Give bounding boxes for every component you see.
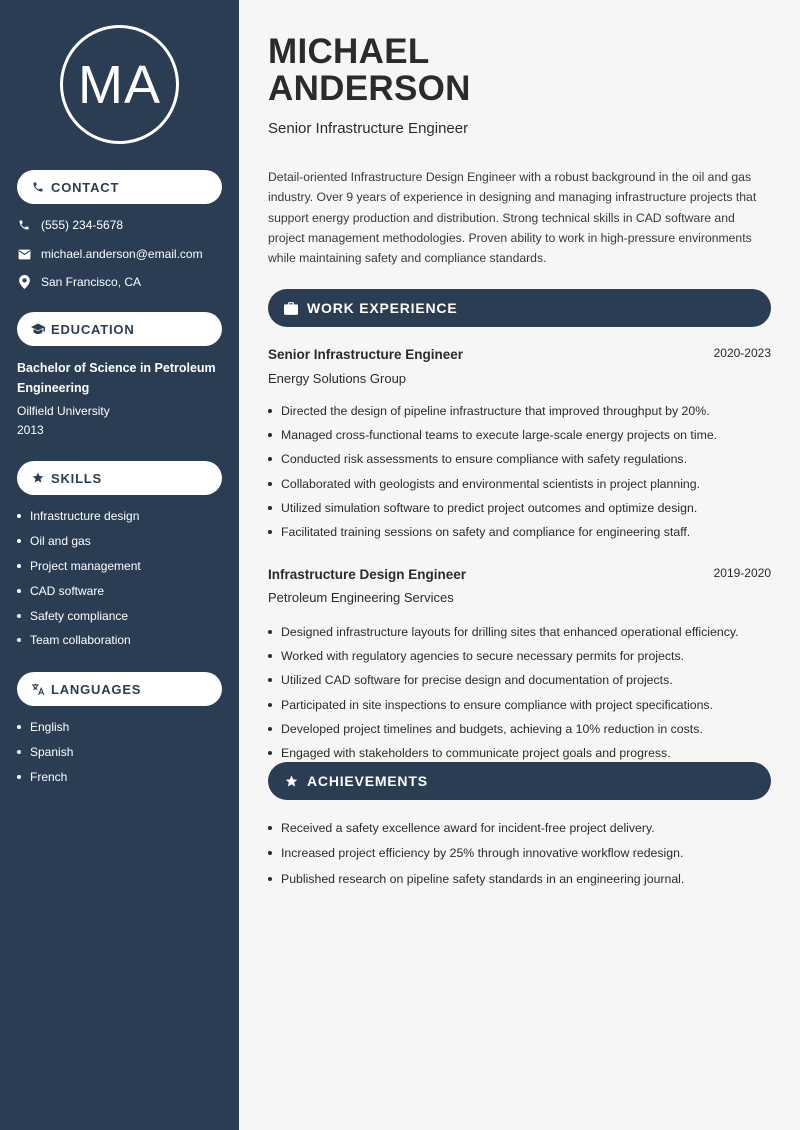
contact-location-text: San Francisco, CA — [41, 275, 142, 289]
avatar-initials: MA — [78, 54, 161, 115]
avatar — [60, 25, 179, 144]
skills-list — [17, 504, 141, 653]
star-icon — [284, 774, 298, 788]
star-icon — [31, 471, 45, 485]
achievements-list — [268, 815, 684, 892]
achievement-item: Received a safety excellence award for incident-free project delivery. — [268, 815, 684, 841]
skill-item: CAD software — [17, 578, 141, 603]
education-heading-label: EDUCATION — [51, 321, 135, 337]
contact-phone — [17, 218, 123, 232]
language-item: English — [17, 715, 73, 740]
job-bullet: Facilitated training sessions on safety and compliance for engineering staff. — [268, 520, 717, 544]
email-icon — [17, 247, 31, 261]
job-bullet: Managed cross-functional teams to execute large-scale energy projects on time. — [268, 423, 717, 447]
skill-item: Infrastructure design — [17, 504, 141, 529]
job-bullet: Utilized simulation software to predict project outcomes and optimize design. — [268, 496, 717, 520]
skill-item: Oil and gas — [17, 529, 141, 554]
job-1-bullets — [268, 399, 717, 544]
sidebar — [0, 0, 239, 1130]
job-title-headline: Senior Infrastructure Engineer — [268, 120, 469, 137]
achievement-item: Increased project efficiency by 25% through innovative workflow redesign. — [268, 841, 684, 867]
education-heading — [17, 312, 222, 346]
translate-icon — [31, 682, 45, 696]
skill-item: Team collaboration — [17, 628, 141, 653]
languages-list — [17, 715, 73, 789]
job-1-title: Senior Infrastructure Engineer — [268, 347, 464, 362]
work-experience-heading-label: WORK EXPERIENCE — [307, 300, 458, 316]
contact-phone-text: (555) 234-5678 — [41, 218, 124, 232]
job-bullet: Collaborated with geologists and environmental scientists in project planning. — [268, 472, 717, 496]
phone-icon — [31, 180, 45, 194]
languages-heading — [17, 672, 222, 706]
languages-heading-label: LANGUAGES — [51, 681, 142, 697]
achievement-item: Published research on pipeline safety standards in an engineering journal. — [268, 866, 684, 892]
skill-item: Project management — [17, 554, 141, 579]
language-item: Spanish — [17, 740, 73, 765]
job-bullet: Engaged with stakeholders to communicate project goals and progress. — [268, 741, 739, 765]
job-2-company: Petroleum Engineering Services — [268, 590, 454, 605]
work-experience-heading — [268, 289, 771, 327]
job-bullet: Utilized CAD software for precise design and documentation of projects. — [268, 668, 739, 692]
skills-heading — [17, 461, 222, 495]
graduation-cap-icon — [31, 322, 45, 336]
job-2-dates: 2019-2020 — [713, 566, 771, 580]
last-name: ANDERSON — [268, 69, 471, 108]
job-2-title: Infrastructure Design Engineer — [268, 567, 467, 582]
contact-email-text: michael.anderson@email.com — [41, 247, 203, 261]
job-bullet: Directed the design of pipeline infrastructure that improved throughput by 20%. — [268, 399, 717, 423]
education-school: Oilfield University — [17, 404, 110, 418]
job-1-company: Energy Solutions Group — [268, 371, 407, 386]
contact-heading-label: CONTACT — [51, 179, 120, 195]
contact-email — [17, 247, 203, 261]
phone-icon — [17, 218, 31, 232]
contact-heading — [17, 170, 222, 204]
full-name — [268, 33, 471, 107]
job-bullet: Participated in site inspections to ensure compliance with project specifications. — [268, 693, 739, 717]
job-bullet: Designed infrastructure layouts for drilling sites that enhanced operational efficiency. — [268, 620, 739, 644]
first-name: MICHAEL — [268, 32, 430, 71]
location-pin-icon — [17, 275, 31, 289]
skills-heading-label: SKILLS — [51, 470, 103, 486]
job-bullet: Worked with regulatory agencies to secure necessary permits for projects. — [268, 644, 739, 668]
education-year: 2013 — [17, 423, 44, 437]
summary-paragraph: Detail-oriented Infrastructure Design Engineer with a robust background in the oil and gas industry. Over 9 years of experience in designing and managing infrastructure projects that support energy production and distribution. Strong technical skills in CAD software and project management methodologies. Proven ability to work in high-pressure environments while maintaining safety and compliance standards. — [268, 170, 757, 266]
achievements-heading-label: ACHIEVEMENTS — [307, 773, 428, 789]
job-bullet: Developed project timelines and budgets, achieving a 10% reduction in costs. — [268, 717, 739, 741]
language-item: French — [17, 765, 73, 790]
education-degree: Bachelor of Science in Petroleum Engineering — [17, 361, 216, 395]
briefcase-icon — [284, 301, 298, 315]
job-bullet: Conducted risk assessments to ensure compliance with safety regulations. — [268, 447, 717, 471]
achievements-heading — [268, 762, 771, 800]
contact-location — [17, 275, 141, 289]
job-2-bullets — [268, 620, 739, 765]
main-content — [239, 0, 800, 1130]
skill-item: Safety compliance — [17, 603, 141, 628]
job-1-dates: 2020-2023 — [713, 346, 771, 360]
